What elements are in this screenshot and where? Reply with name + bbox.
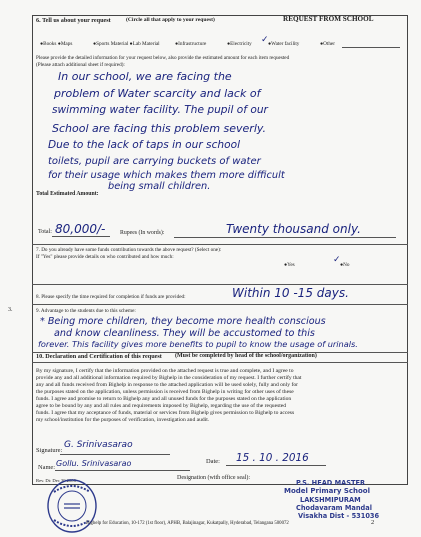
declaration-line-8: my school/institution for the purposes of verification, investigation and audit.	[36, 417, 210, 423]
option-electricity: ●Electricity	[227, 41, 252, 47]
seal-line-4: Chodavaram Mandal	[296, 504, 372, 512]
section7-question: 7. Do you already have some funds contribution towards the above request? (Select one):	[36, 247, 222, 253]
declaration-line-3: any and all funds received from Bighelp in response to the attached application will be used solely, fully and only for	[36, 382, 299, 388]
divider-9	[32, 304, 408, 305]
water-checkmark-icon: ✓	[261, 35, 269, 45]
seal-line-3: LAKSHMIPURAM	[300, 496, 361, 504]
option-other: ●Other	[320, 41, 335, 47]
section8-question: 8. Please specify the time required for completion if funds are provided:	[36, 294, 186, 300]
total-value: 80,000/-	[55, 222, 106, 236]
date-label: Date:	[206, 458, 220, 465]
section9-answer-1: * Being more children, they become more health conscious	[40, 316, 326, 327]
request-line-2: problem of Water scarcity and lack of	[54, 87, 261, 100]
option-sports-lab: ●Sports Material ●Lab Material	[93, 41, 160, 47]
date-underline	[226, 465, 326, 466]
seal-line-1: P.S. HEAD MASTER	[296, 479, 366, 487]
footer-address: Bighelp for Education, 10-172 (1st floor), APHB, Balajinagar, Kukatpally, Hyderabad, Telangana 500072	[86, 521, 289, 526]
request-line-7: for their usage which makes them more difficult	[48, 170, 285, 181]
signature-label: Signature:	[36, 447, 63, 454]
seal-line-5: Visakha Dist - 531036	[298, 512, 380, 520]
total-label: Total:	[38, 229, 52, 235]
section10-title: 10. Declaration and Certification of this request	[36, 353, 162, 360]
request-line-1: In our school, we are facing the	[58, 70, 232, 83]
total-underline	[52, 236, 110, 237]
total-estimated-label: Total Estimated Amount:	[36, 191, 99, 197]
declaration-line-6: agree to be bound by any and all rules and requirements imposed by Bighelp, regarding the use of the requested	[36, 403, 287, 409]
option-infrastructure: ●Infrastructure	[175, 41, 207, 47]
section7-followup: If "Yes" please provide details on who contributed and how much:	[36, 254, 174, 260]
section10-title-note: (Must be completed by head of the school/organization)	[175, 353, 317, 359]
section9-answer-3: forever. This facility gives more benefits to pupil to know the usage of urinals.	[38, 339, 358, 349]
divider-10b	[32, 362, 408, 363]
section9-margin-number: 3.	[8, 307, 13, 313]
date-value: 15 . 10 . 2016	[236, 452, 309, 464]
section7-no: ●No	[340, 262, 350, 268]
words-underline	[174, 237, 396, 238]
name-underline	[55, 470, 190, 471]
option-books-maps: ●Books ●Maps	[40, 41, 73, 47]
declaration-line-7: funds. I agree that my acceptance of funds, material or services from Bighelp gives permission to Bighelp to access	[36, 410, 295, 416]
page-number: 2	[371, 519, 375, 526]
rupees-words-label: Rupees (In words):	[120, 230, 165, 236]
divider-7	[32, 244, 408, 245]
form-title: REQUEST FROM SCHOOL	[283, 15, 374, 23]
request-line-4: School are facing this problem severly.	[52, 122, 267, 135]
divider-8	[32, 284, 408, 285]
section9-question: 9. Advantage to the students due to this scheme:	[36, 308, 136, 314]
declaration-line-1: By my signature, I certify that the information provided on the attached request is true and complete, and I agree to	[36, 368, 294, 374]
section6-title: 6. Tell us about your request	[36, 17, 111, 24]
other-underline	[342, 47, 400, 48]
section9-answer-2: and know cleanliness. They will be accustomed to this	[54, 328, 315, 339]
instructions-line1: Please provide the detailed information for your request below, also provide the estimated amount for each item requested	[36, 55, 290, 61]
request-line-5: Due to the lack of taps in our school	[48, 139, 241, 151]
request-line-8: being small children.	[108, 181, 211, 192]
option-water: ●Water facility	[268, 41, 300, 47]
instructions-line2: (Please attach additional sheet if required):	[36, 62, 125, 68]
request-line-3: swimming water facility. The pupil of our	[52, 104, 268, 116]
name-label: Name:	[38, 464, 56, 471]
declaration-line-2: provide any and all additional information required by Bighelp in the consideration of my request. I further certify that	[36, 375, 302, 381]
designation-label: Designation (with office seal):	[177, 475, 251, 481]
no-checkmark-icon: ✓	[333, 255, 341, 265]
section6-note: (Circle all that apply to your request)	[126, 17, 215, 23]
signature-underline	[60, 454, 170, 455]
signature-value: G. Srinivasarao	[64, 440, 133, 450]
rupees-words-value: Twenty thousand only.	[226, 222, 361, 236]
declaration-line-4: the purposes stated on the application, unless permission is received from Bighelp in writing for other uses of these	[36, 389, 294, 395]
seal-line-2: Model Primary School	[284, 487, 371, 495]
section7-yes: ●Yes	[284, 262, 295, 268]
section8-answer: Within 10 -15 days.	[232, 286, 349, 300]
declaration-line-5: funds. I agree and promise to return to Bighelp any and all unused funds for the purposes stated on the application	[36, 396, 292, 402]
name-value: Gollu. Srinivasarao	[56, 459, 132, 468]
revision-date: Rev. Dt: Dec 30 2006	[36, 478, 76, 483]
request-line-6: toilets, pupil are carrying buckets of water	[48, 156, 261, 167]
